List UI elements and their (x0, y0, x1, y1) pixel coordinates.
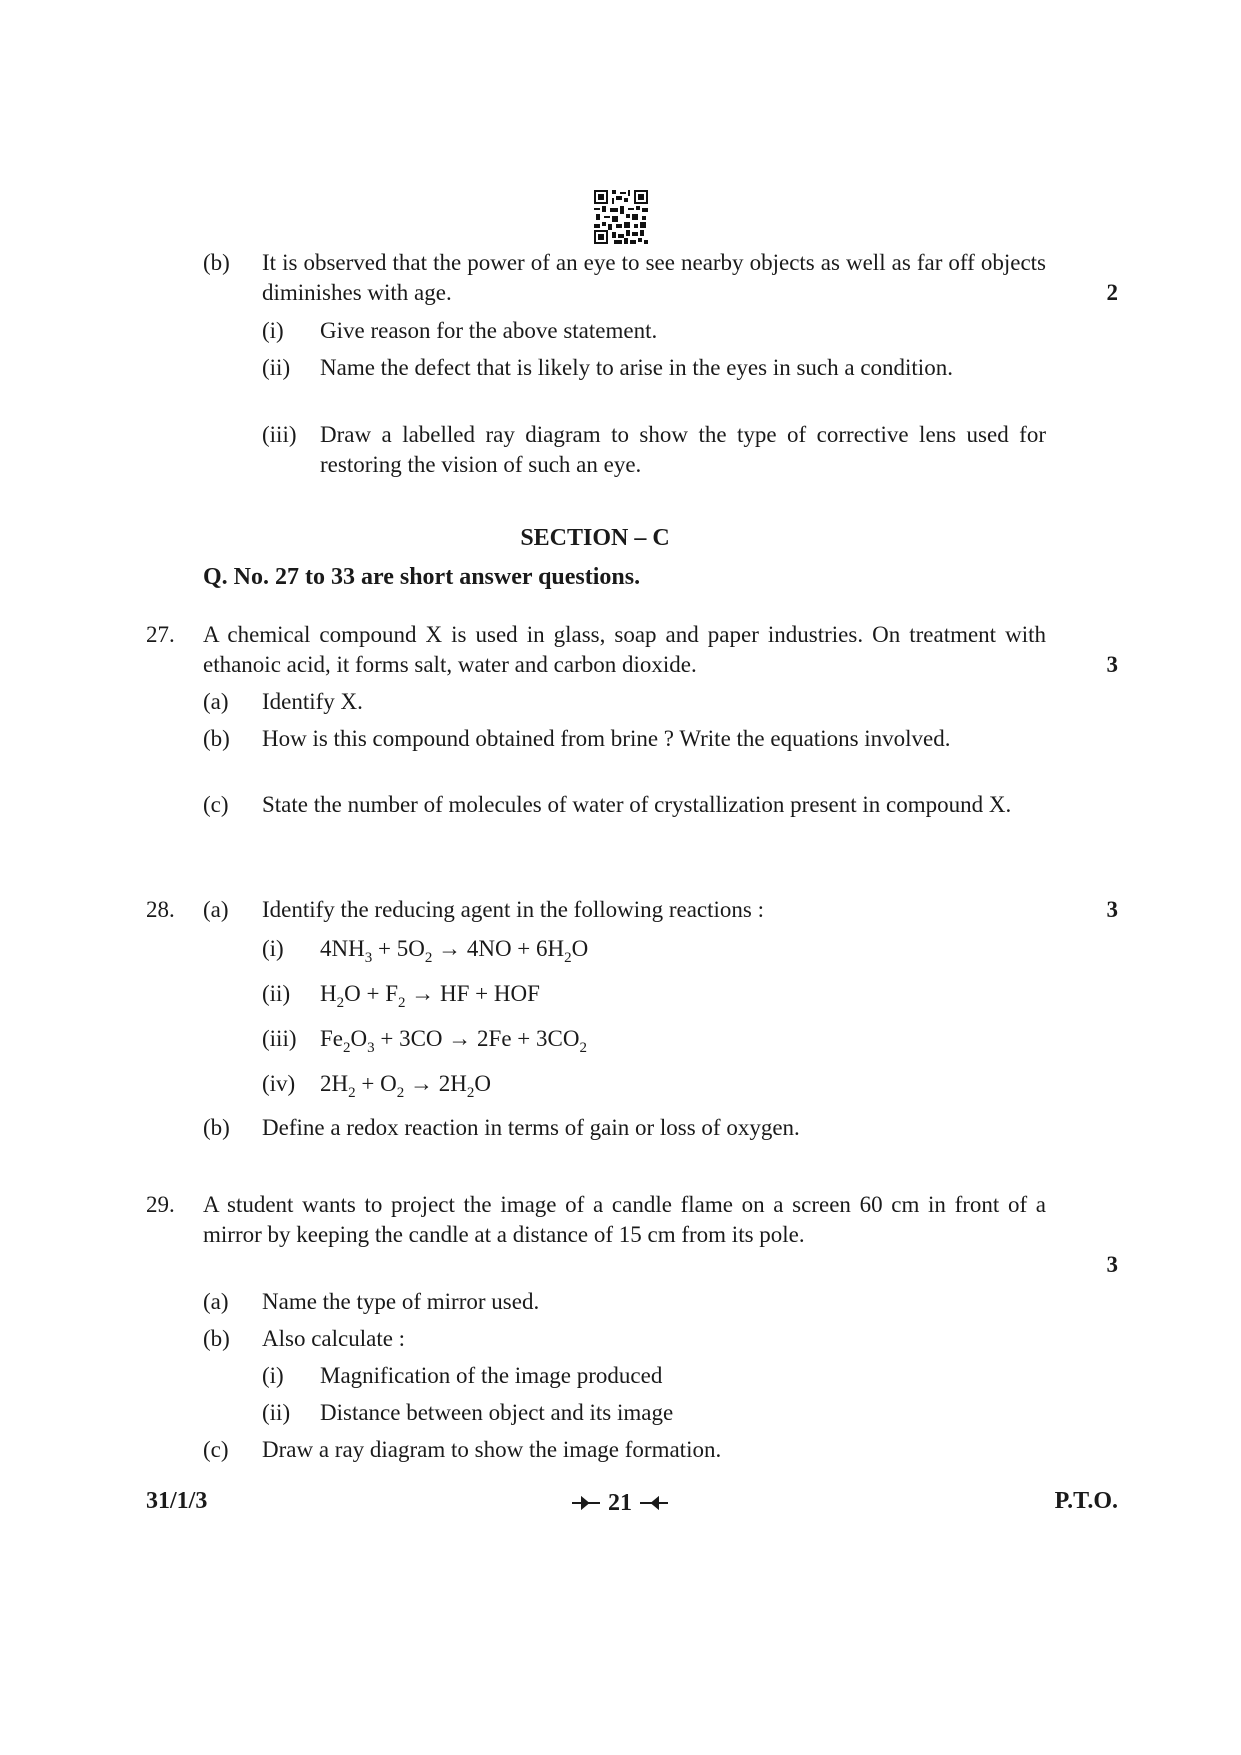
q28-b-text: Define a redox reaction in terms of gain or loss of oxygen. (262, 1115, 800, 1140)
q26b-part-text: Draw a labelled ray diagram to show the type of corrective lens used for restoring the vision of such an eye. (320, 422, 1046, 477)
q29-b-part-label: (i) (262, 1363, 284, 1388)
q28-number: 28. (146, 897, 175, 922)
reaction-equation: $4NH_3 + 5O_2 \to 4NO + 6H_2O$ (320, 936, 589, 966)
q29-b-part-text: Distance between object and its image (320, 1400, 674, 1425)
page-number: 21 (608, 1489, 632, 1516)
q27-part-label: (b) (203, 726, 230, 751)
q26b-part-label: (i) (262, 318, 284, 343)
q26b-text: It is observed that the power of an eye to see nearby objects as well as far off objects diminishes with age. (262, 250, 1046, 305)
reaction-label: (iii) (262, 1026, 297, 1051)
q26b-part-label: (iii) (262, 422, 297, 447)
q29-b-part-text: Magnification of the image produced (320, 1363, 663, 1388)
q29-marks: 3 (1106, 1252, 1118, 1277)
q26b-part-label: (ii) (262, 355, 291, 380)
q27-number: 27. (146, 622, 175, 647)
reaction-equation: $2H_2 + O_2 \to 2H_2O$ (320, 1071, 491, 1101)
pto-label: P.T.O. (1054, 1488, 1118, 1514)
q28-a-text: Identify the reducing agent in the following reactions : (262, 897, 765, 922)
q27-part-text: Identify X. (262, 689, 363, 714)
q26b-label: (b) (203, 250, 230, 275)
reaction-equation: $H_2O + F_2$ → HF + HOF (320, 981, 540, 1011)
q26b-part-text: Name the defect that is likely to arise in the eyes in such a condition. (320, 355, 953, 380)
q29-c-label: (c) (203, 1437, 229, 1462)
q29-b-label: (b) (203, 1326, 230, 1351)
q27-part-text: How is this compound obtained from brine ? Write the equations involved. (262, 726, 951, 751)
q29-a-label: (a) (203, 1289, 229, 1314)
section-title: SECTION – C (520, 525, 670, 551)
q27-part-label: (c) (203, 792, 229, 817)
paper-code: 31/1/3 (146, 1488, 208, 1514)
q27-part-text: State the number of molecules of water of crystallization present in compound X. (262, 792, 1012, 817)
reaction-label: (ii) (262, 981, 291, 1006)
ornament-left-icon (572, 1496, 600, 1510)
ornament-right-icon (640, 1496, 668, 1510)
q26b-part-text: Give reason for the above statement. (320, 318, 658, 343)
q29-a-text: Name the type of mirror used. (262, 1289, 540, 1314)
q29-text: A student wants to project the image of a candle flame on a screen 60 cm in front of a mirror by keeping the candle at a distance of 15 cm from its pole. (203, 1192, 1046, 1247)
reaction-equation: $Fe_2O_3 + 3CO \to 2Fe + 3CO_2$ (320, 1026, 587, 1056)
section-instruction: Q. No. 27 to 33 are short answer questions. (203, 564, 641, 590)
q28-b-label: (b) (203, 1115, 230, 1140)
q27-marks: 3 (1106, 652, 1118, 677)
q29-number: 29. (146, 1192, 175, 1217)
reaction-label: (iv) (262, 1071, 296, 1096)
q27-part-label: (a) (203, 689, 229, 714)
q26b-marks: 2 (1106, 280, 1118, 305)
q29-c-text: Draw a ray diagram to show the image formation. (262, 1437, 722, 1462)
q29-b-text: Also calculate : (262, 1326, 406, 1351)
qr-code-icon (594, 190, 648, 244)
reaction-label: (i) (262, 936, 284, 961)
q28-a-label: (a) (203, 897, 229, 922)
page-number-group (555, 1488, 685, 1518)
q28-marks: 3 (1106, 897, 1118, 922)
q29-b-part-label: (ii) (262, 1400, 291, 1425)
q27-text: A chemical compound X is used in glass, soap and paper industries. On treatment with ethanoic acid, it forms salt, water and carbon dioxide. (203, 622, 1046, 677)
